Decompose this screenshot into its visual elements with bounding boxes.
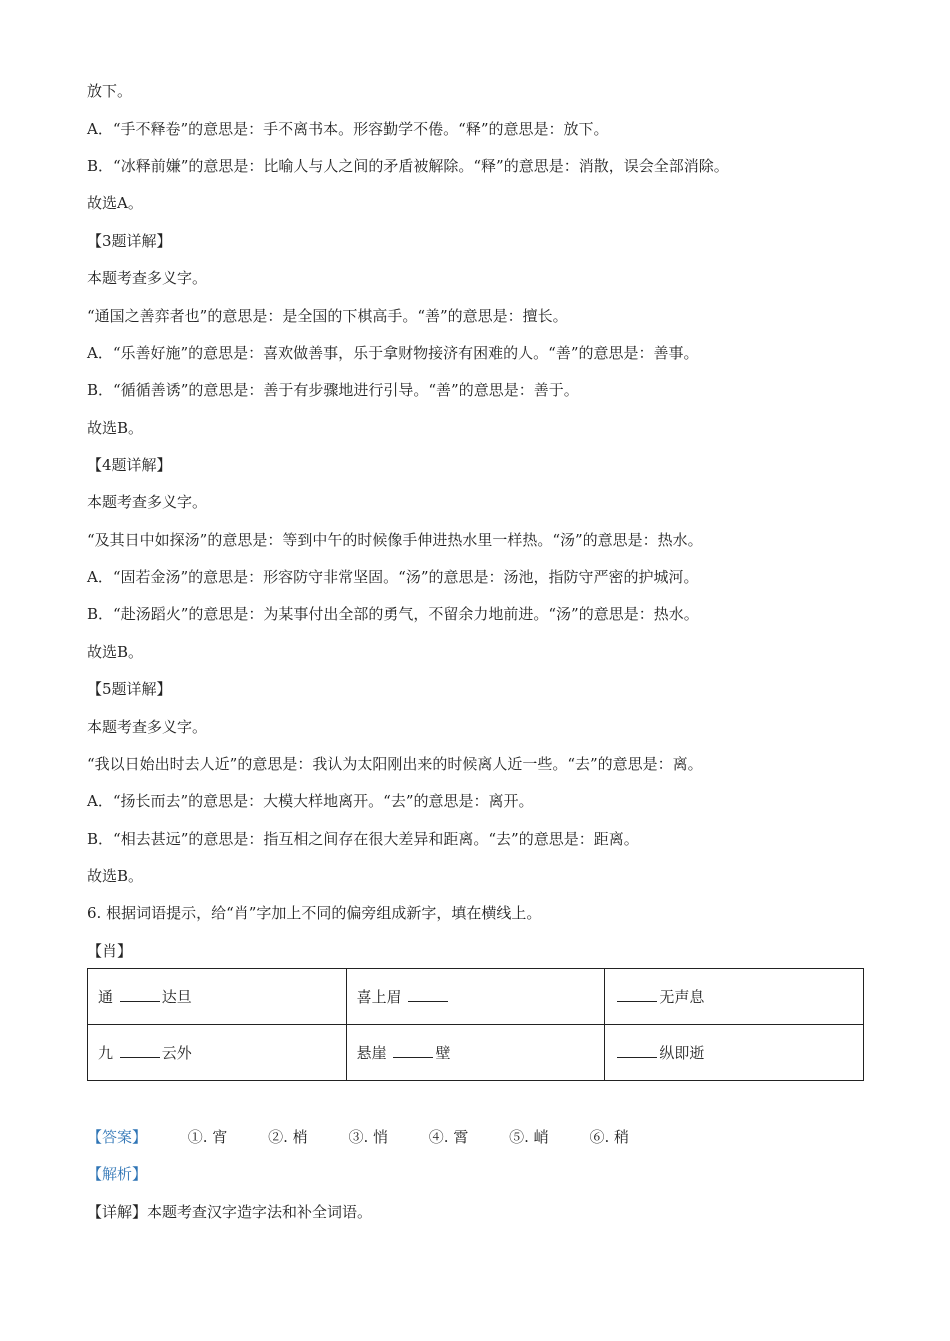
blank-line — [408, 987, 448, 1002]
analysis-label: 【解析】 — [87, 1165, 148, 1183]
question-hint: 【肖】 — [87, 942, 133, 960]
blank-line — [617, 987, 657, 1002]
text-line: A．“扬长而去”的意思是：大模大样地离开。“去”的意思是：离开。 — [87, 792, 534, 810]
answer-item: ④. 霄 — [428, 1128, 469, 1146]
text-line: A．“乐善好施”的意思是：喜欢做善事，乐于拿财物接济有困难的人。“善”的意思是：善事。 — [87, 344, 699, 362]
blank-line — [617, 1043, 657, 1058]
answer-item: ⑤. 峭 — [509, 1128, 549, 1146]
fill-in-table — [87, 968, 864, 1081]
answer-row — [87, 1127, 629, 1147]
answer-item: ⑥. 稍 — [589, 1128, 629, 1146]
blank-line — [120, 987, 160, 1002]
section-heading: 【4题详解】 — [87, 456, 172, 474]
text-line: 放下。 — [87, 82, 133, 100]
table-cell: 无声息 — [605, 969, 864, 1025]
text-line: 故选B。 — [87, 643, 144, 661]
text-line: A．“固若金汤”的意思是：形容防守非常坚固。“汤”的意思是：汤池，指防守严密的护城河。 — [87, 568, 699, 586]
text-line: B．“冰释前嫌”的意思是：比喻人与人之间的矛盾被解除。“释”的意思是：消散，误会全部消除。 — [87, 157, 729, 175]
answer-item: ①. 宵 — [187, 1128, 228, 1146]
text-line: “我以日始出时去人近”的意思是：我认为太阳刚出来的时候离人近一些。“去”的意思是：离。 — [87, 755, 703, 773]
text-line: 本题考查多义字。 — [87, 493, 208, 511]
table-row — [88, 969, 864, 1025]
text-line: “及其日中如探汤”的意思是：等到中午的时候像手伸进热水里一样热。“汤”的意思是：热水。 — [87, 531, 703, 549]
text-line: A．“手不释卷”的意思是：手不离书本。形容勤学不倦。“释”的意思是：放下。 — [87, 120, 609, 138]
detail-line: 【详解】本题考查汉字造字法和补全词语。 — [87, 1203, 373, 1221]
table-row — [88, 1025, 864, 1081]
table-cell: 纵即逝 — [605, 1025, 864, 1081]
answer-label: 【答案】 — [87, 1128, 148, 1146]
section-heading: 【5题详解】 — [87, 680, 172, 698]
section-heading: 【3题详解】 — [87, 232, 172, 250]
answer-item: ②. 梢 — [268, 1128, 308, 1146]
blank-line — [393, 1043, 433, 1058]
text-line: B．“循循善诱”的意思是：善于有步骤地进行引导。“善”的意思是：善于。 — [87, 381, 579, 399]
text-line: 本题考查多义字。 — [87, 718, 208, 736]
text-line: 故选B。 — [87, 419, 144, 437]
table-cell: 悬崖 壁 — [346, 1025, 605, 1081]
blank-line — [120, 1043, 160, 1058]
table-cell: 喜上眉 — [346, 969, 605, 1025]
text-line: “通国之善弈者也”的意思是：是全国的下棋高手。“善”的意思是：擅长。 — [87, 307, 568, 325]
text-line: B．“赴汤蹈火”的意思是：为某事付出全部的勇气，不留余力地前进。“汤”的意思是：热水。 — [87, 605, 699, 623]
text-line: 本题考查多义字。 — [87, 269, 208, 287]
text-line: 故选B。 — [87, 867, 144, 885]
table-cell: 九 云外 — [88, 1025, 347, 1081]
text-line: B．“相去甚远”的意思是：指互相之间存在很大差异和距离。“去”的意思是：距离。 — [87, 830, 639, 848]
question-title: 6. 根据词语提示，给“肖”字加上不同的偏旁组成新字，填在横线上。 — [87, 904, 542, 922]
answer-item: ③. 悄 — [348, 1128, 388, 1146]
text-line: 故选A。 — [87, 194, 143, 212]
table-cell: 通 达旦 — [88, 969, 347, 1025]
